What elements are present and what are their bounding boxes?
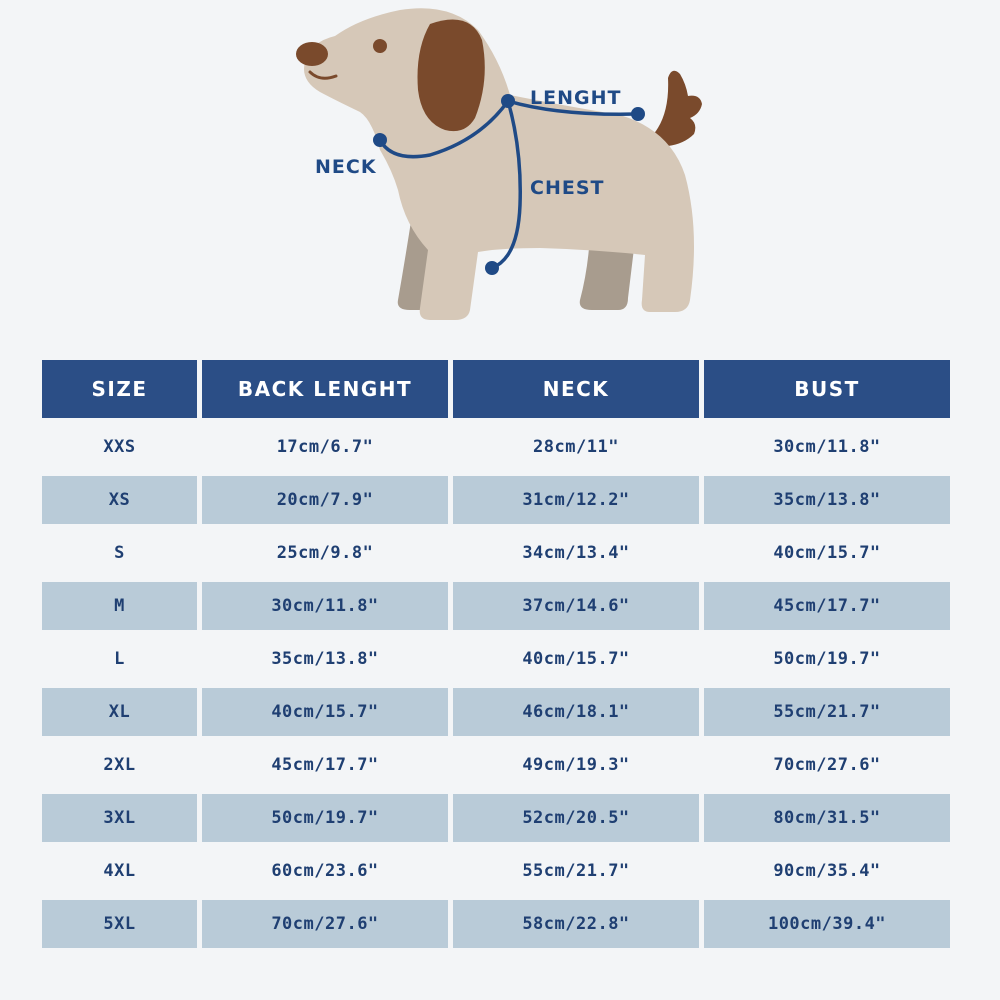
cell-back-length: 40cm/15.7" bbox=[202, 688, 448, 736]
cell-bust: 50cm/19.7" bbox=[773, 649, 881, 669]
cell-back-length: 25cm/9.8" bbox=[276, 543, 374, 563]
cell-size: 2XL bbox=[103, 755, 136, 775]
cell-neck: 49cm/19.3" bbox=[522, 755, 630, 775]
table-row bbox=[42, 423, 950, 471]
table-row bbox=[42, 529, 950, 577]
cell-neck: 28cm/11" bbox=[533, 437, 619, 457]
cell-neck: 34cm/13.4" bbox=[522, 543, 630, 563]
cell-neck: 37cm/14.6" bbox=[453, 582, 699, 630]
chest-end-dot bbox=[485, 261, 499, 275]
dog-measurement-illustration bbox=[0, 0, 1000, 345]
cell-neck: 55cm/21.7" bbox=[522, 861, 630, 881]
table-row bbox=[42, 847, 950, 895]
cell-size: M bbox=[42, 582, 197, 630]
cell-bust: 90cm/35.4" bbox=[773, 861, 881, 881]
neck-label: NECK bbox=[315, 156, 377, 178]
cell-back-length: 17cm/6.7" bbox=[276, 437, 374, 457]
table-row bbox=[42, 794, 950, 842]
cell-neck: 46cm/18.1" bbox=[453, 688, 699, 736]
cell-size: XXS bbox=[103, 437, 136, 457]
length-label: LENGHT bbox=[530, 87, 622, 109]
size-chart-table bbox=[37, 355, 955, 953]
cell-bust: 35cm/13.8" bbox=[704, 476, 950, 524]
header-back-length: BACK LENGHT bbox=[202, 360, 448, 418]
cell-size: S bbox=[114, 543, 125, 563]
cell-neck: 31cm/12.2" bbox=[453, 476, 699, 524]
cell-bust: 100cm/39.4" bbox=[704, 900, 950, 948]
cell-size: 5XL bbox=[42, 900, 197, 948]
header-size: SIZE bbox=[42, 360, 197, 418]
cell-bust: 30cm/11.8" bbox=[773, 437, 881, 457]
cell-back-length: 70cm/27.6" bbox=[202, 900, 448, 948]
table-row bbox=[42, 741, 950, 789]
header-neck: NECK bbox=[453, 360, 699, 418]
table-row bbox=[42, 635, 950, 683]
cell-bust: 70cm/27.6" bbox=[773, 755, 881, 775]
length-end-dot bbox=[631, 107, 645, 121]
dog-diagram bbox=[0, 0, 1000, 345]
table-row bbox=[42, 582, 950, 630]
table-header-row bbox=[42, 360, 950, 418]
cell-size: XL bbox=[42, 688, 197, 736]
cell-back-length: 50cm/19.7" bbox=[202, 794, 448, 842]
dog-nose bbox=[296, 42, 328, 66]
table-row bbox=[42, 900, 950, 948]
cell-back-length: 20cm/7.9" bbox=[202, 476, 448, 524]
cell-back-length: 30cm/11.8" bbox=[202, 582, 448, 630]
cell-bust: 80cm/31.5" bbox=[704, 794, 950, 842]
dog-eye bbox=[373, 39, 387, 53]
table-row bbox=[42, 688, 950, 736]
cell-neck: 40cm/15.7" bbox=[522, 649, 630, 669]
cell-size: L bbox=[114, 649, 125, 669]
neck-end-dot bbox=[373, 133, 387, 147]
cell-back-length: 60cm/23.6" bbox=[271, 861, 379, 881]
cell-neck: 52cm/20.5" bbox=[453, 794, 699, 842]
cell-back-length: 45cm/17.7" bbox=[271, 755, 379, 775]
cell-size: XS bbox=[42, 476, 197, 524]
cell-bust: 55cm/21.7" bbox=[704, 688, 950, 736]
cell-bust: 40cm/15.7" bbox=[773, 543, 881, 563]
cell-neck: 58cm/22.8" bbox=[453, 900, 699, 948]
cell-size: 3XL bbox=[42, 794, 197, 842]
table-row bbox=[42, 476, 950, 524]
cell-bust: 45cm/17.7" bbox=[704, 582, 950, 630]
header-bust: BUST bbox=[704, 360, 950, 418]
cell-size: 4XL bbox=[103, 861, 136, 881]
dog-ear bbox=[418, 20, 485, 132]
chest-label: CHEST bbox=[530, 177, 605, 199]
cell-back-length: 35cm/13.8" bbox=[271, 649, 379, 669]
